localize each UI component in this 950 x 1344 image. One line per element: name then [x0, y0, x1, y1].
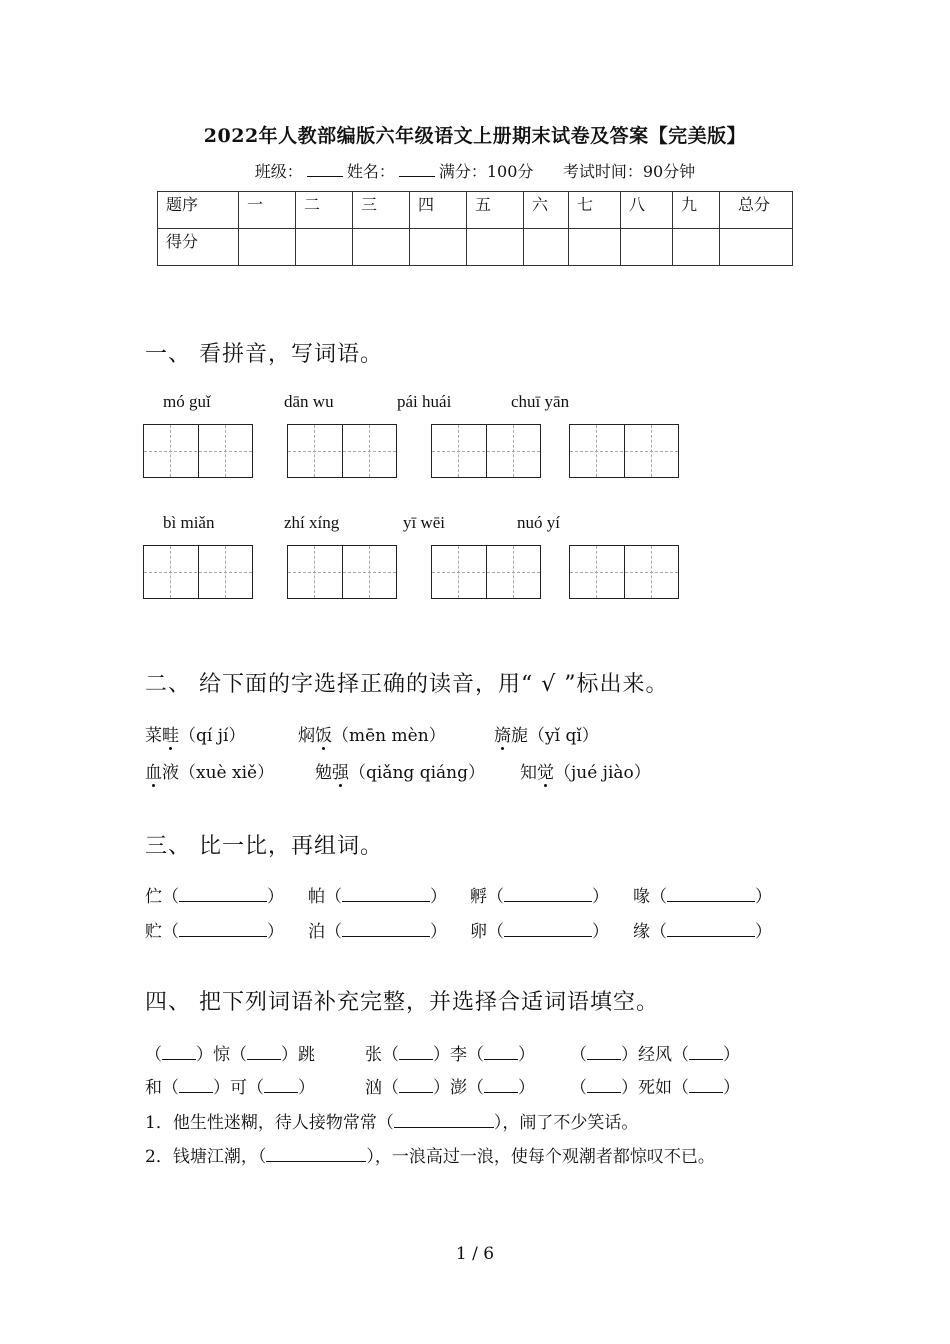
idiom-text: （: [570, 1078, 587, 1098]
answer-blank[interactable]: [484, 1045, 518, 1060]
compare-char: 泊: [308, 922, 325, 942]
writing-grid[interactable]: [143, 545, 253, 599]
idiom-item: [570, 1040, 740, 1065]
score-cell[interactable]: [524, 229, 569, 266]
idiom-text: ）: [298, 1078, 315, 1098]
compare-item: 帕（ ）: [308, 887, 447, 907]
writing-grid[interactable]: [569, 424, 679, 478]
writing-grid[interactable]: [569, 545, 679, 599]
writing-grid[interactable]: [431, 545, 541, 599]
dotted-char: 饭: [315, 726, 332, 746]
compare-item: 贮（ ）: [145, 922, 284, 942]
answer-blank[interactable]: [179, 922, 267, 937]
answer-blank[interactable]: [342, 922, 430, 937]
word-char: 焖: [298, 726, 315, 746]
question-1: [145, 1108, 638, 1133]
reading-item: [145, 721, 245, 746]
pinyin-label: chuī yān: [511, 392, 570, 411]
answer-blank[interactable]: [399, 1045, 433, 1060]
reading-item: [298, 721, 446, 746]
page-title: 2022年人教部编版六年级语文上册期末试卷及答案【完美版】: [203, 125, 747, 147]
idiom-text: ）可（: [213, 1078, 264, 1098]
header-cell: 四: [410, 192, 467, 229]
pinyin-options[interactable]: （mēn mèn）: [332, 726, 446, 746]
compare-char: 缘: [633, 922, 650, 942]
idiom-item: [365, 1073, 535, 1098]
compare-char: 帕: [308, 887, 325, 907]
idiom-item: [365, 1040, 535, 1065]
question-text: ），闹了不少笑话。: [493, 1113, 639, 1133]
word-char: 菜: [145, 726, 162, 746]
header-cell: 总分: [720, 192, 793, 229]
pinyin-label: bì miǎn: [163, 513, 215, 532]
score-cell[interactable]: [296, 229, 353, 266]
answer-blank[interactable]: [179, 1078, 213, 1093]
header-cell: 题序: [158, 192, 239, 229]
word-char: 知: [520, 763, 537, 783]
header-cell: 六: [524, 192, 569, 229]
pinyin-options[interactable]: （xuè xiě）: [179, 763, 275, 783]
answer-blank[interactable]: [266, 1147, 366, 1162]
answer-blank[interactable]: [504, 922, 592, 937]
pinyin-label: zhí xíng: [284, 513, 340, 532]
idiom-text: （: [145, 1045, 162, 1065]
answer-blank[interactable]: [689, 1045, 723, 1060]
header-cell: 二: [296, 192, 353, 229]
reading-item: [145, 758, 274, 783]
score-cell[interactable]: [720, 229, 793, 266]
idiom-text: 张（: [365, 1045, 399, 1065]
answer-blank[interactable]: [689, 1078, 723, 1093]
word-char: 液: [162, 763, 179, 783]
pinyin-options[interactable]: （qiǎng qiáng）: [349, 763, 485, 783]
writing-grid[interactable]: [143, 424, 253, 478]
answer-blank[interactable]: [504, 887, 592, 902]
page-number: 1 / 6: [455, 1244, 495, 1264]
compare-item: 卵（ ）: [470, 922, 609, 942]
pinyin-label: mó guǐ: [163, 392, 211, 411]
compare-char: 贮: [145, 922, 162, 942]
reading-item: [315, 758, 485, 783]
section3-heading: 三、 比一比，再组词。: [145, 834, 383, 859]
name-blank[interactable]: [399, 162, 435, 177]
score-table-header: [158, 192, 793, 229]
reading-item: [494, 721, 599, 746]
dotted-char: 强: [332, 763, 349, 783]
idiom-text: ）澎（: [433, 1078, 484, 1098]
writing-grid[interactable]: [287, 545, 397, 599]
answer-blank[interactable]: [247, 1045, 281, 1060]
score-cell[interactable]: [467, 229, 524, 266]
answer-blank[interactable]: [179, 887, 267, 902]
answer-blank[interactable]: [342, 887, 430, 902]
pinyin-label: yī wēi: [403, 513, 446, 532]
reading-item: [520, 758, 651, 783]
header-cell: 八: [621, 192, 673, 229]
pinyin-options[interactable]: （jué jiào）: [554, 763, 651, 783]
dotted-char: 旖: [494, 726, 511, 746]
idiom-text: ）李（: [433, 1045, 484, 1065]
question-text: ），一浪高过一浪，使每个观潮者都惊叹不已。: [366, 1147, 715, 1167]
score-cell[interactable]: [239, 229, 296, 266]
score-cell[interactable]: [353, 229, 410, 266]
idiom-text: ）: [723, 1078, 740, 1098]
answer-blank[interactable]: [162, 1045, 196, 1060]
score-table-row: [158, 229, 793, 266]
answer-blank[interactable]: [484, 1078, 518, 1093]
answer-blank[interactable]: [394, 1113, 494, 1128]
compare-item: 伫（ ）: [145, 887, 284, 907]
answer-blank[interactable]: [264, 1078, 298, 1093]
answer-blank[interactable]: [587, 1078, 621, 1093]
dotted-char: 觉: [537, 763, 554, 783]
compare-item: 泊（ ）: [308, 922, 447, 942]
idiom-text: ）死如（: [621, 1078, 689, 1098]
pinyin-label: pái huái: [397, 392, 452, 411]
score-cell[interactable]: [673, 229, 720, 266]
score-cell[interactable]: [410, 229, 467, 266]
idiom-text: 汹（: [365, 1078, 399, 1098]
question-text: 2．钱塘江潮，（: [145, 1147, 267, 1167]
question-text: 1．他生性迷糊，待人接物常常（: [145, 1113, 394, 1133]
pinyin-label: dān wu: [284, 392, 334, 411]
question-2: [145, 1142, 715, 1167]
idiom-item: [145, 1040, 315, 1065]
section4-heading: 四、 把下列词语补充完整，并选择合适词语填空。: [145, 990, 659, 1015]
compare-char: 孵: [470, 887, 487, 907]
idiom-text: ）惊（: [196, 1045, 247, 1065]
idiom-item: [145, 1073, 315, 1098]
idiom-item: [570, 1073, 740, 1098]
answer-blank[interactable]: [667, 922, 755, 937]
dotted-char: 畦: [162, 726, 179, 746]
writing-grid[interactable]: [287, 424, 397, 478]
compare-item: 孵（ ）: [470, 887, 609, 907]
section2-heading: 二、 给下面的字选择正确的读音，用“ √ ”标出来。: [145, 672, 669, 697]
compare-char: 伫: [145, 887, 162, 907]
score-cell[interactable]: [621, 229, 673, 266]
compare-char: 卵: [470, 922, 487, 942]
header-cell: 九: [673, 192, 720, 229]
idiom-text: （: [570, 1045, 587, 1065]
score-cell[interactable]: [569, 229, 621, 266]
idiom-text: ）经风（: [621, 1045, 689, 1065]
pinyin-options[interactable]: （qí jí）: [179, 726, 246, 746]
header-cell: 五: [467, 192, 524, 229]
class-label: 班级：: [254, 162, 303, 181]
exam-time: 考试时间：90分钟: [562, 162, 696, 181]
name-label: 姓名：: [346, 162, 395, 181]
pinyin-options[interactable]: （yǐ qǐ）: [528, 726, 599, 746]
idiom-text: ）: [518, 1045, 535, 1065]
compare-char: 喙: [633, 887, 650, 907]
score-table: [157, 191, 793, 266]
word-char: 旎: [511, 726, 528, 746]
writing-grid[interactable]: [431, 424, 541, 478]
pinyin-label: nuó yí: [517, 513, 560, 532]
idiom-text: 和（: [145, 1078, 179, 1098]
exam-meta: [0, 159, 950, 182]
compare-item: 喙（ ）: [633, 887, 772, 907]
answer-blank[interactable]: [399, 1078, 433, 1093]
header-cell: 三: [353, 192, 410, 229]
full-score: 满分：100分: [438, 162, 534, 181]
compare-item: 缘（ ）: [633, 922, 772, 942]
row-label: 得分: [158, 229, 239, 266]
header-cell: 七: [569, 192, 621, 229]
idiom-text: ）: [723, 1045, 740, 1065]
word-char: 勉: [315, 763, 332, 783]
idiom-text: ）: [518, 1078, 535, 1098]
answer-blank[interactable]: [667, 887, 755, 902]
class-blank[interactable]: [307, 162, 343, 177]
dotted-char: 血: [145, 763, 162, 783]
section1-heading: 一、 看拼音，写词语。: [145, 342, 383, 367]
header-cell: 一: [239, 192, 296, 229]
answer-blank[interactable]: [587, 1045, 621, 1060]
idiom-text: ）跳: [281, 1045, 315, 1065]
